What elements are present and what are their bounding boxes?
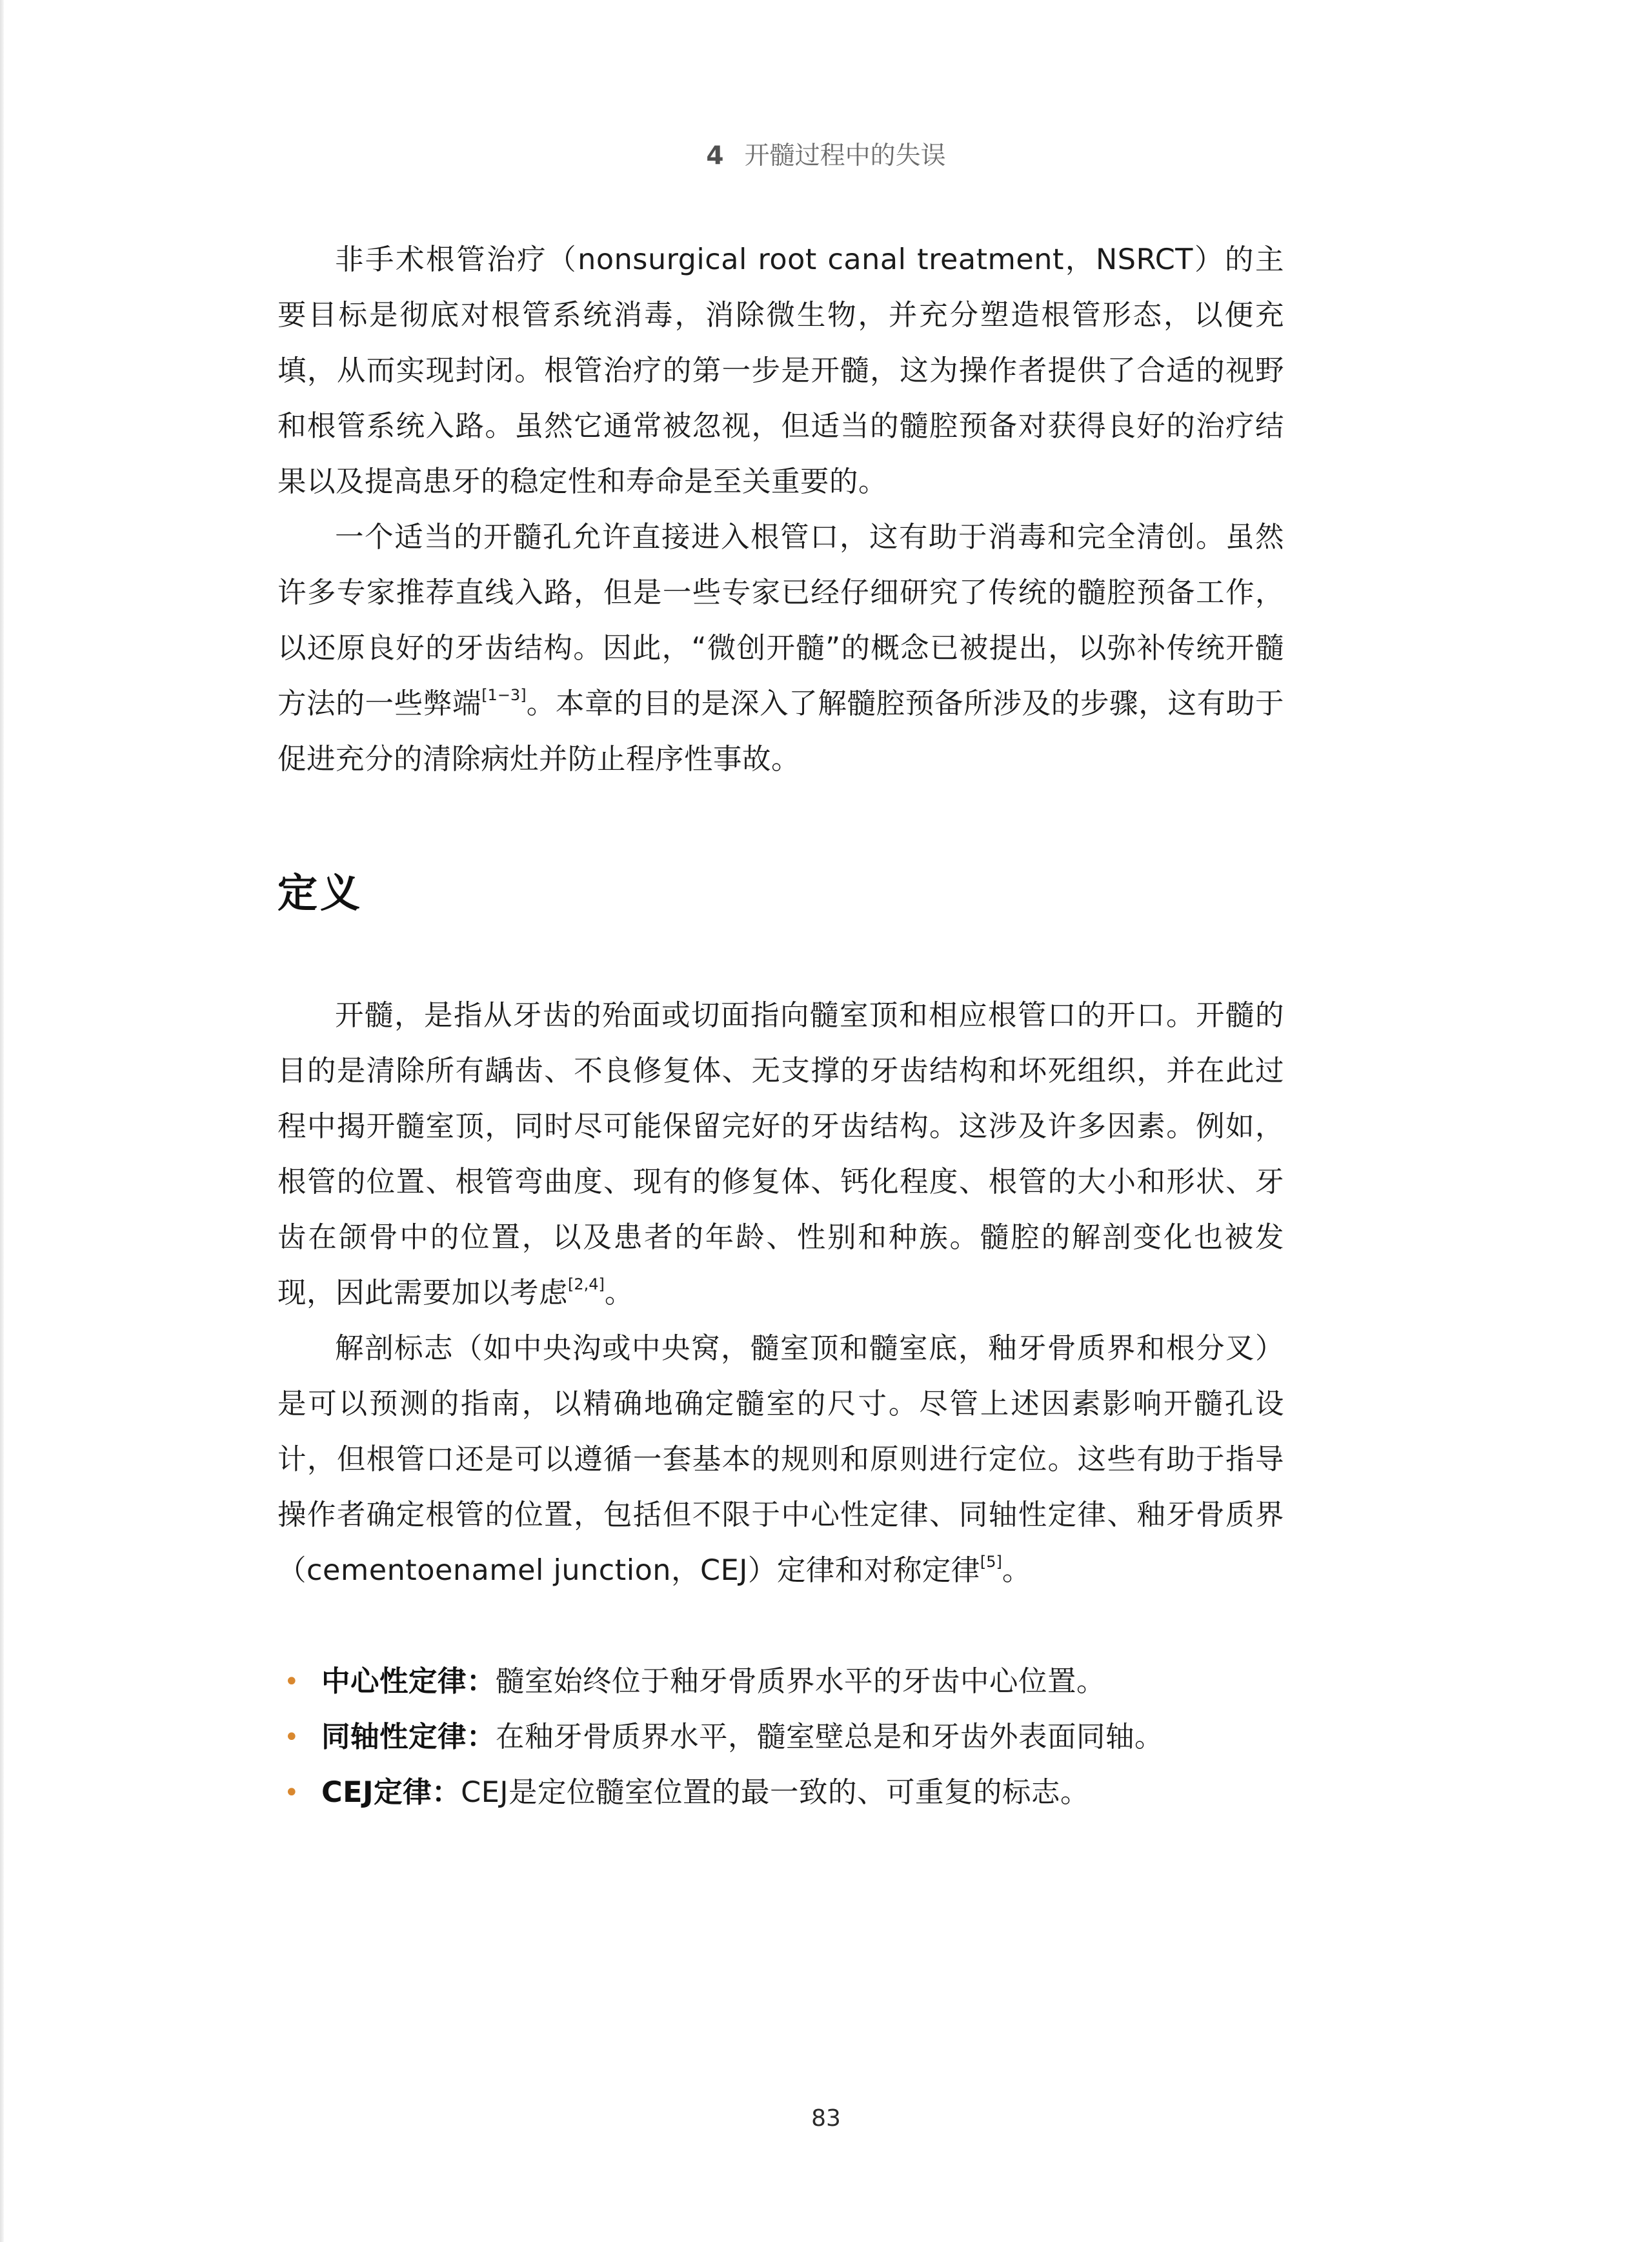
definition-paragraph-2 <box>277 1321 1284 1599</box>
spacer <box>277 787 1284 861</box>
bullet-icon: • <box>284 1667 300 1697</box>
chapter-title: 开髓过程中的失误 <box>744 141 946 170</box>
spacer <box>277 918 1284 988</box>
definition-p2-text: 解剖标志（如中央沟或中央窝，髓室顶和髓室底，釉牙骨质界和根分叉）是可以预测的指南，以精确地确定髓室的尺寸。尽管上述因素影响开髓孔设计，但根管口还是可以遵循一套基本的规则和原则进行定位。这些有助于指导操作者确定根管的位置，包括但不限于中心性定律、同轴性定律、釉牙骨质界（cementoenamel junction，CEJ）定律和对称定律 <box>277 1332 1284 1587</box>
rule-text: 髓室始终位于釉牙骨质界水平的牙齿中心位置。 <box>496 1665 1106 1698</box>
rule-term: 中心性定律： <box>321 1665 496 1698</box>
bullet-icon: • <box>284 1722 300 1752</box>
rule-text: 在釉牙骨质界水平，髓室壁总是和牙齿外表面同轴。 <box>496 1721 1164 1753</box>
page-left-edge <box>0 0 4 2242</box>
rule-text: CEJ是定位髓室位置的最一致的、可重复的标志。 <box>461 1776 1089 1809</box>
page-content <box>277 232 1284 1821</box>
rule-item-centrality <box>277 1654 1284 1710</box>
intro-p2-text: 一个适当的开髓孔允许直接进入根管口，这有助于消毒和完全清创。虽然许多专家推荐直线入路，但是一些专家已经仔细研究了传统的髓腔预备工作，以还原良好的牙齿结构。因此，“微创开髓”的概念已被提出，以弥补传统开髓方法的一些弊端 <box>277 521 1284 720</box>
bullet-icon: • <box>284 1778 300 1808</box>
section-title-definition: 定义 <box>277 869 363 916</box>
spacer <box>277 1599 1284 1654</box>
rule-term: CEJ定律： <box>321 1776 461 1809</box>
rules-list <box>277 1654 1284 1821</box>
citation-1-3: [1−3] <box>481 686 527 705</box>
rule-item-cej <box>277 1765 1284 1821</box>
chapter-number: 4 <box>706 141 724 170</box>
citation-5: [5] <box>980 1553 1002 1571</box>
definition-paragraph-1 <box>277 988 1284 1321</box>
intro-paragraph-1: 非手术根管治疗（nonsurgical root canal treatment，NSRCT）的主要目标是彻底对根管系统消毒，消除微生物，并充分塑造根管形态，以便充填，从而实现封闭。根管治疗的第一步是开髓，这为操作者提供了合适的视野和根管系统入路。虽然它通常被忽视，但适当的髓腔预备对获得良好的治疗结果以及提高患牙的稳定性和寿命是至关重要的。 <box>277 243 1284 498</box>
citation-2-4: [2,4] <box>568 1275 605 1294</box>
rule-term: 同轴性定律： <box>321 1721 496 1753</box>
definition-p1-text: 开髓，是指从牙齿的殆面或切面指向髓室顶和相应根管口的开口。开髓的目的是清除所有龋齿、不良修复体、无支撑的牙齿结构和坏死组织，并在此过程中揭开髓室顶，同时尽可能保留完好的牙齿结构。这涉及许多因素。例如，根管的位置、根管弯曲度、现有的修复体、钙化程度、根管的大小和形状、牙齿在颌骨中的位置，以及患者的年龄、性别和种族。髓腔的解剖变化也被发现，因此需要加以考虑 <box>277 999 1284 1309</box>
definition-p2-text-cont: 。 <box>1002 1554 1031 1587</box>
intro-paragraph-2 <box>277 510 1284 787</box>
rule-item-concentricity <box>277 1710 1284 1765</box>
running-header <box>0 136 1652 172</box>
intro-p2-text-cont: 。本章的目的是深入了解髓腔预备所涉及的步骤，这有助于促进充分的清除病灶并防止程序性事故。 <box>277 687 1284 776</box>
definition-p1-text-cont: 。 <box>604 1277 634 1309</box>
page-number: 83 <box>811 2105 841 2132</box>
